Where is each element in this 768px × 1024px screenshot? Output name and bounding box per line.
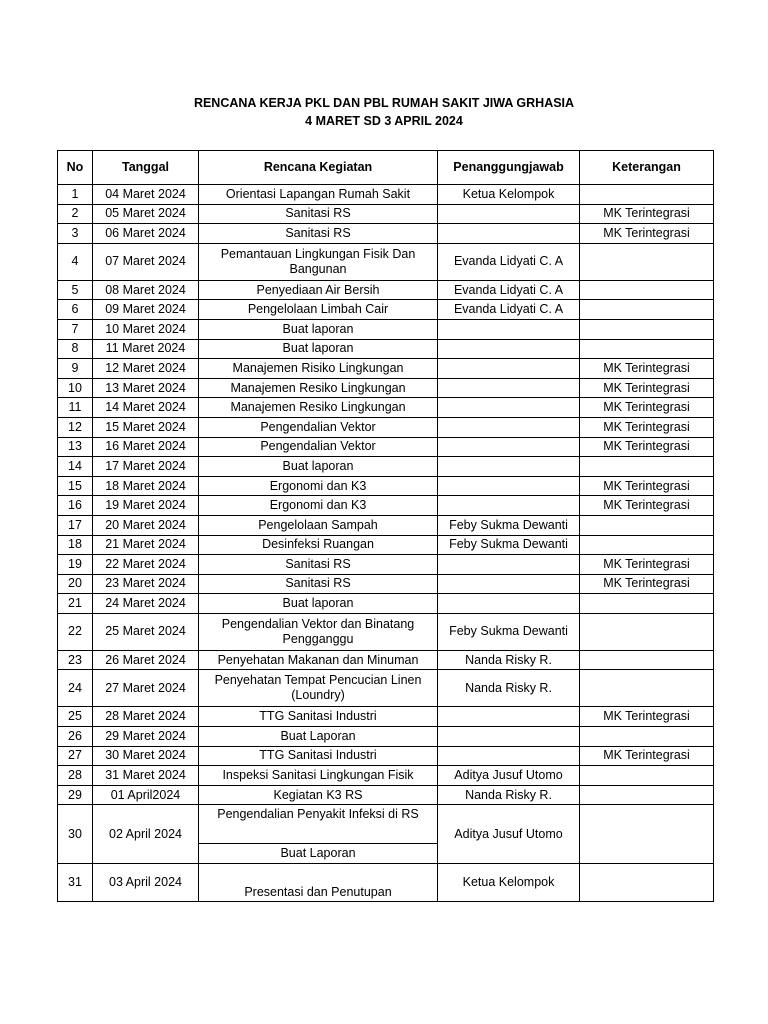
row-date: 29 Maret 2024 [93, 727, 199, 747]
row-activity: Sanitasi RS [199, 555, 438, 575]
row-date: 25 Maret 2024 [93, 613, 199, 650]
table-row [58, 574, 714, 594]
row-note [580, 280, 714, 300]
row-activity: TTG Sanitasi Industri [199, 707, 438, 727]
row-pic [438, 457, 580, 477]
title-line-1: RENCANA KERJA PKL DAN PBL RUMAH SAKIT JIWA GRHASIA [193, 96, 575, 110]
row-note [580, 613, 714, 650]
row-note [580, 864, 714, 902]
row-date: 14 Maret 2024 [93, 398, 199, 418]
table-header-row [58, 151, 714, 185]
row-date: 23 Maret 2024 [93, 574, 199, 594]
row-no: 29 [58, 785, 93, 805]
row-activity: Penyehatan Tempat Pencucian Linen (Loundry) [199, 670, 438, 707]
row-date: 04 Maret 2024 [93, 185, 199, 205]
table-row [58, 766, 714, 786]
row-no: 19 [58, 555, 93, 575]
row-pic [438, 707, 580, 727]
row-pic [438, 417, 580, 437]
row-no: 7 [58, 319, 93, 339]
row-activity: Pengelolaan Sampah [199, 515, 438, 535]
row-no: 3 [58, 224, 93, 244]
row-no: 18 [58, 535, 93, 555]
row-date: 17 Maret 2024 [93, 457, 199, 477]
table-row [58, 476, 714, 496]
row-note [580, 300, 714, 320]
row-activity-secondary: Buat Laporan [199, 844, 438, 864]
table-row [58, 613, 714, 650]
row-note [580, 766, 714, 786]
row-no: 13 [58, 437, 93, 457]
table-row [58, 670, 714, 707]
row-note [580, 785, 714, 805]
table-row [58, 359, 714, 379]
row-pic [438, 476, 580, 496]
row-note [580, 670, 714, 707]
header-activity: Rencana Kegiatan [199, 151, 438, 185]
document-title [0, 94, 768, 130]
row-date: 09 Maret 2024 [93, 300, 199, 320]
row-pic: Aditya Jusuf Utomo [438, 766, 580, 786]
row-pic: Feby Sukma Dewanti [438, 613, 580, 650]
row-activity: Penyehatan Makanan dan Minuman [199, 650, 438, 670]
row-no: 26 [58, 727, 93, 747]
table-row [58, 594, 714, 614]
row-activity: Kegiatan K3 RS [199, 785, 438, 805]
row-no: 22 [58, 613, 93, 650]
row-date: 08 Maret 2024 [93, 280, 199, 300]
row-pic [438, 359, 580, 379]
row-pic: Feby Sukma Dewanti [438, 515, 580, 535]
row-activity: Orientasi Lapangan Rumah Sakit [199, 185, 438, 205]
row-no: 6 [58, 300, 93, 320]
row-no: 28 [58, 766, 93, 786]
row-no: 14 [58, 457, 93, 477]
row-activity: Presentasi dan Penutupan [199, 864, 438, 902]
row-note: MK Terintegrasi [580, 574, 714, 594]
row-note: MK Terintegrasi [580, 555, 714, 575]
table-row [58, 650, 714, 670]
row-no: 12 [58, 417, 93, 437]
row-pic [438, 437, 580, 457]
row-no: 2 [58, 204, 93, 224]
row-activity: Pengendalian Vektor [199, 417, 438, 437]
row-note: MK Terintegrasi [580, 359, 714, 379]
row-date: 12 Maret 2024 [93, 359, 199, 379]
row-pic: Evanda Lidyati C. A [438, 243, 580, 280]
table-row [58, 417, 714, 437]
row-activity: Sanitasi RS [199, 574, 438, 594]
row-note [580, 650, 714, 670]
row-no: 16 [58, 496, 93, 516]
table-row [58, 204, 714, 224]
row-no: 23 [58, 650, 93, 670]
row-date: 11 Maret 2024 [93, 339, 199, 359]
work-plan-table [57, 150, 714, 902]
row-date: 21 Maret 2024 [93, 535, 199, 555]
row-no: 27 [58, 746, 93, 766]
row-no: 21 [58, 594, 93, 614]
row-no: 11 [58, 398, 93, 418]
header-note: Keterangan [580, 151, 714, 185]
row-activity: Inspeksi Sanitasi Lingkungan Fisik [199, 766, 438, 786]
row-pic [438, 574, 580, 594]
row-no: 10 [58, 378, 93, 398]
row-note: MK Terintegrasi [580, 707, 714, 727]
row-pic: Ketua Kelompok [438, 185, 580, 205]
row-date: 24 Maret 2024 [93, 594, 199, 614]
row-note [580, 319, 714, 339]
row-pic [438, 319, 580, 339]
row-date: 19 Maret 2024 [93, 496, 199, 516]
row-pic [438, 727, 580, 747]
row-date: 02 April 2024 [93, 805, 199, 864]
row-activity: Pengelolaan Limbah Cair [199, 300, 438, 320]
row-activity: Buat laporan [199, 319, 438, 339]
row-activity: Desinfeksi Ruangan [199, 535, 438, 555]
row-pic [438, 339, 580, 359]
row-no: 30 [58, 805, 93, 864]
row-no: 15 [58, 476, 93, 496]
row-no: 8 [58, 339, 93, 359]
row-note: MK Terintegrasi [580, 496, 714, 516]
row-note [580, 185, 714, 205]
row-no: 17 [58, 515, 93, 535]
row-date: 03 April 2024 [93, 864, 199, 902]
table-row [58, 300, 714, 320]
row-activity: Penyediaan Air Bersih [199, 280, 438, 300]
table-row [58, 339, 714, 359]
row-no: 1 [58, 185, 93, 205]
table-row [58, 805, 714, 844]
table-body [58, 185, 714, 902]
row-date: 26 Maret 2024 [93, 650, 199, 670]
row-date: 31 Maret 2024 [93, 766, 199, 786]
row-date: 13 Maret 2024 [93, 378, 199, 398]
row-date: 27 Maret 2024 [93, 670, 199, 707]
row-date: 18 Maret 2024 [93, 476, 199, 496]
row-note: MK Terintegrasi [580, 204, 714, 224]
table-row [58, 457, 714, 477]
row-note: MK Terintegrasi [580, 224, 714, 244]
row-pic: Evanda Lidyati C. A [438, 280, 580, 300]
row-no: 9 [58, 359, 93, 379]
row-no: 20 [58, 574, 93, 594]
table-row [58, 437, 714, 457]
row-activity: Pengendalian Penyakit Infeksi di RS [199, 805, 438, 844]
row-date: 10 Maret 2024 [93, 319, 199, 339]
row-activity: TTG Sanitasi Industri [199, 746, 438, 766]
table-row [58, 243, 714, 280]
row-note: MK Terintegrasi [580, 378, 714, 398]
row-note [580, 594, 714, 614]
row-pic: Aditya Jusuf Utomo [438, 805, 580, 864]
row-note [580, 535, 714, 555]
row-date: 22 Maret 2024 [93, 555, 199, 575]
row-pic [438, 224, 580, 244]
row-activity: Sanitasi RS [199, 224, 438, 244]
row-no: 4 [58, 243, 93, 280]
table-row [58, 398, 714, 418]
row-activity: Manajemen Resiko Lingkungan [199, 398, 438, 418]
row-pic [438, 594, 580, 614]
table-row [58, 555, 714, 575]
row-pic [438, 746, 580, 766]
row-activity: Manajemen Risiko Lingkungan [199, 359, 438, 379]
row-date: 06 Maret 2024 [93, 224, 199, 244]
row-note [580, 727, 714, 747]
header-no: No [58, 151, 93, 185]
row-no: 25 [58, 707, 93, 727]
row-activity: Ergonomi dan K3 [199, 496, 438, 516]
row-note [580, 243, 714, 280]
row-activity: Buat laporan [199, 339, 438, 359]
row-activity: Ergonomi dan K3 [199, 476, 438, 496]
row-activity: Pengendalian Vektor [199, 437, 438, 457]
table-row [58, 280, 714, 300]
table-row [58, 785, 714, 805]
row-note [580, 515, 714, 535]
row-date: 16 Maret 2024 [93, 437, 199, 457]
table-row [58, 496, 714, 516]
row-pic: Evanda Lidyati C. A [438, 300, 580, 320]
row-activity: Manajemen Resiko Lingkungan [199, 378, 438, 398]
row-note [580, 805, 714, 864]
row-pic: Ketua Kelompok [438, 864, 580, 902]
row-pic [438, 555, 580, 575]
row-pic: Nanda Risky R. [438, 785, 580, 805]
row-note [580, 339, 714, 359]
table-row [58, 746, 714, 766]
row-no: 31 [58, 864, 93, 902]
title-line-2: 4 MARET SD 3 APRIL 2024 [305, 114, 463, 128]
row-no: 5 [58, 280, 93, 300]
table-row [58, 224, 714, 244]
row-date: 01 April2024 [93, 785, 199, 805]
row-note: MK Terintegrasi [580, 437, 714, 457]
row-pic [438, 398, 580, 418]
row-pic [438, 378, 580, 398]
row-activity: Buat laporan [199, 457, 438, 477]
table-row [58, 515, 714, 535]
row-date: 05 Maret 2024 [93, 204, 199, 224]
header-pic: Penanggungjawab [438, 151, 580, 185]
row-date: 28 Maret 2024 [93, 707, 199, 727]
table-row [58, 378, 714, 398]
row-activity: Sanitasi RS [199, 204, 438, 224]
row-activity: Buat laporan [199, 594, 438, 614]
row-date: 30 Maret 2024 [93, 746, 199, 766]
row-note: MK Terintegrasi [580, 746, 714, 766]
table-row [58, 707, 714, 727]
row-note: MK Terintegrasi [580, 398, 714, 418]
table-row [58, 864, 714, 902]
row-note [580, 457, 714, 477]
row-pic [438, 496, 580, 516]
row-note: MK Terintegrasi [580, 476, 714, 496]
row-no: 24 [58, 670, 93, 707]
row-pic [438, 204, 580, 224]
table-row [58, 185, 714, 205]
row-activity: Pengendalian Vektor dan Binatang Pengganggu [199, 613, 438, 650]
table-row [58, 535, 714, 555]
row-pic: Nanda Risky R. [438, 670, 580, 707]
row-activity: Buat Laporan [199, 727, 438, 747]
row-pic: Nanda Risky R. [438, 650, 580, 670]
table-row [58, 319, 714, 339]
row-note: MK Terintegrasi [580, 417, 714, 437]
row-activity: Pemantauan Lingkungan Fisik Dan Bangunan [199, 243, 438, 280]
header-date: Tanggal [93, 151, 199, 185]
row-pic: Feby Sukma Dewanti [438, 535, 580, 555]
row-date: 15 Maret 2024 [93, 417, 199, 437]
row-date: 20 Maret 2024 [93, 515, 199, 535]
row-date: 07 Maret 2024 [93, 243, 199, 280]
table-row [58, 727, 714, 747]
